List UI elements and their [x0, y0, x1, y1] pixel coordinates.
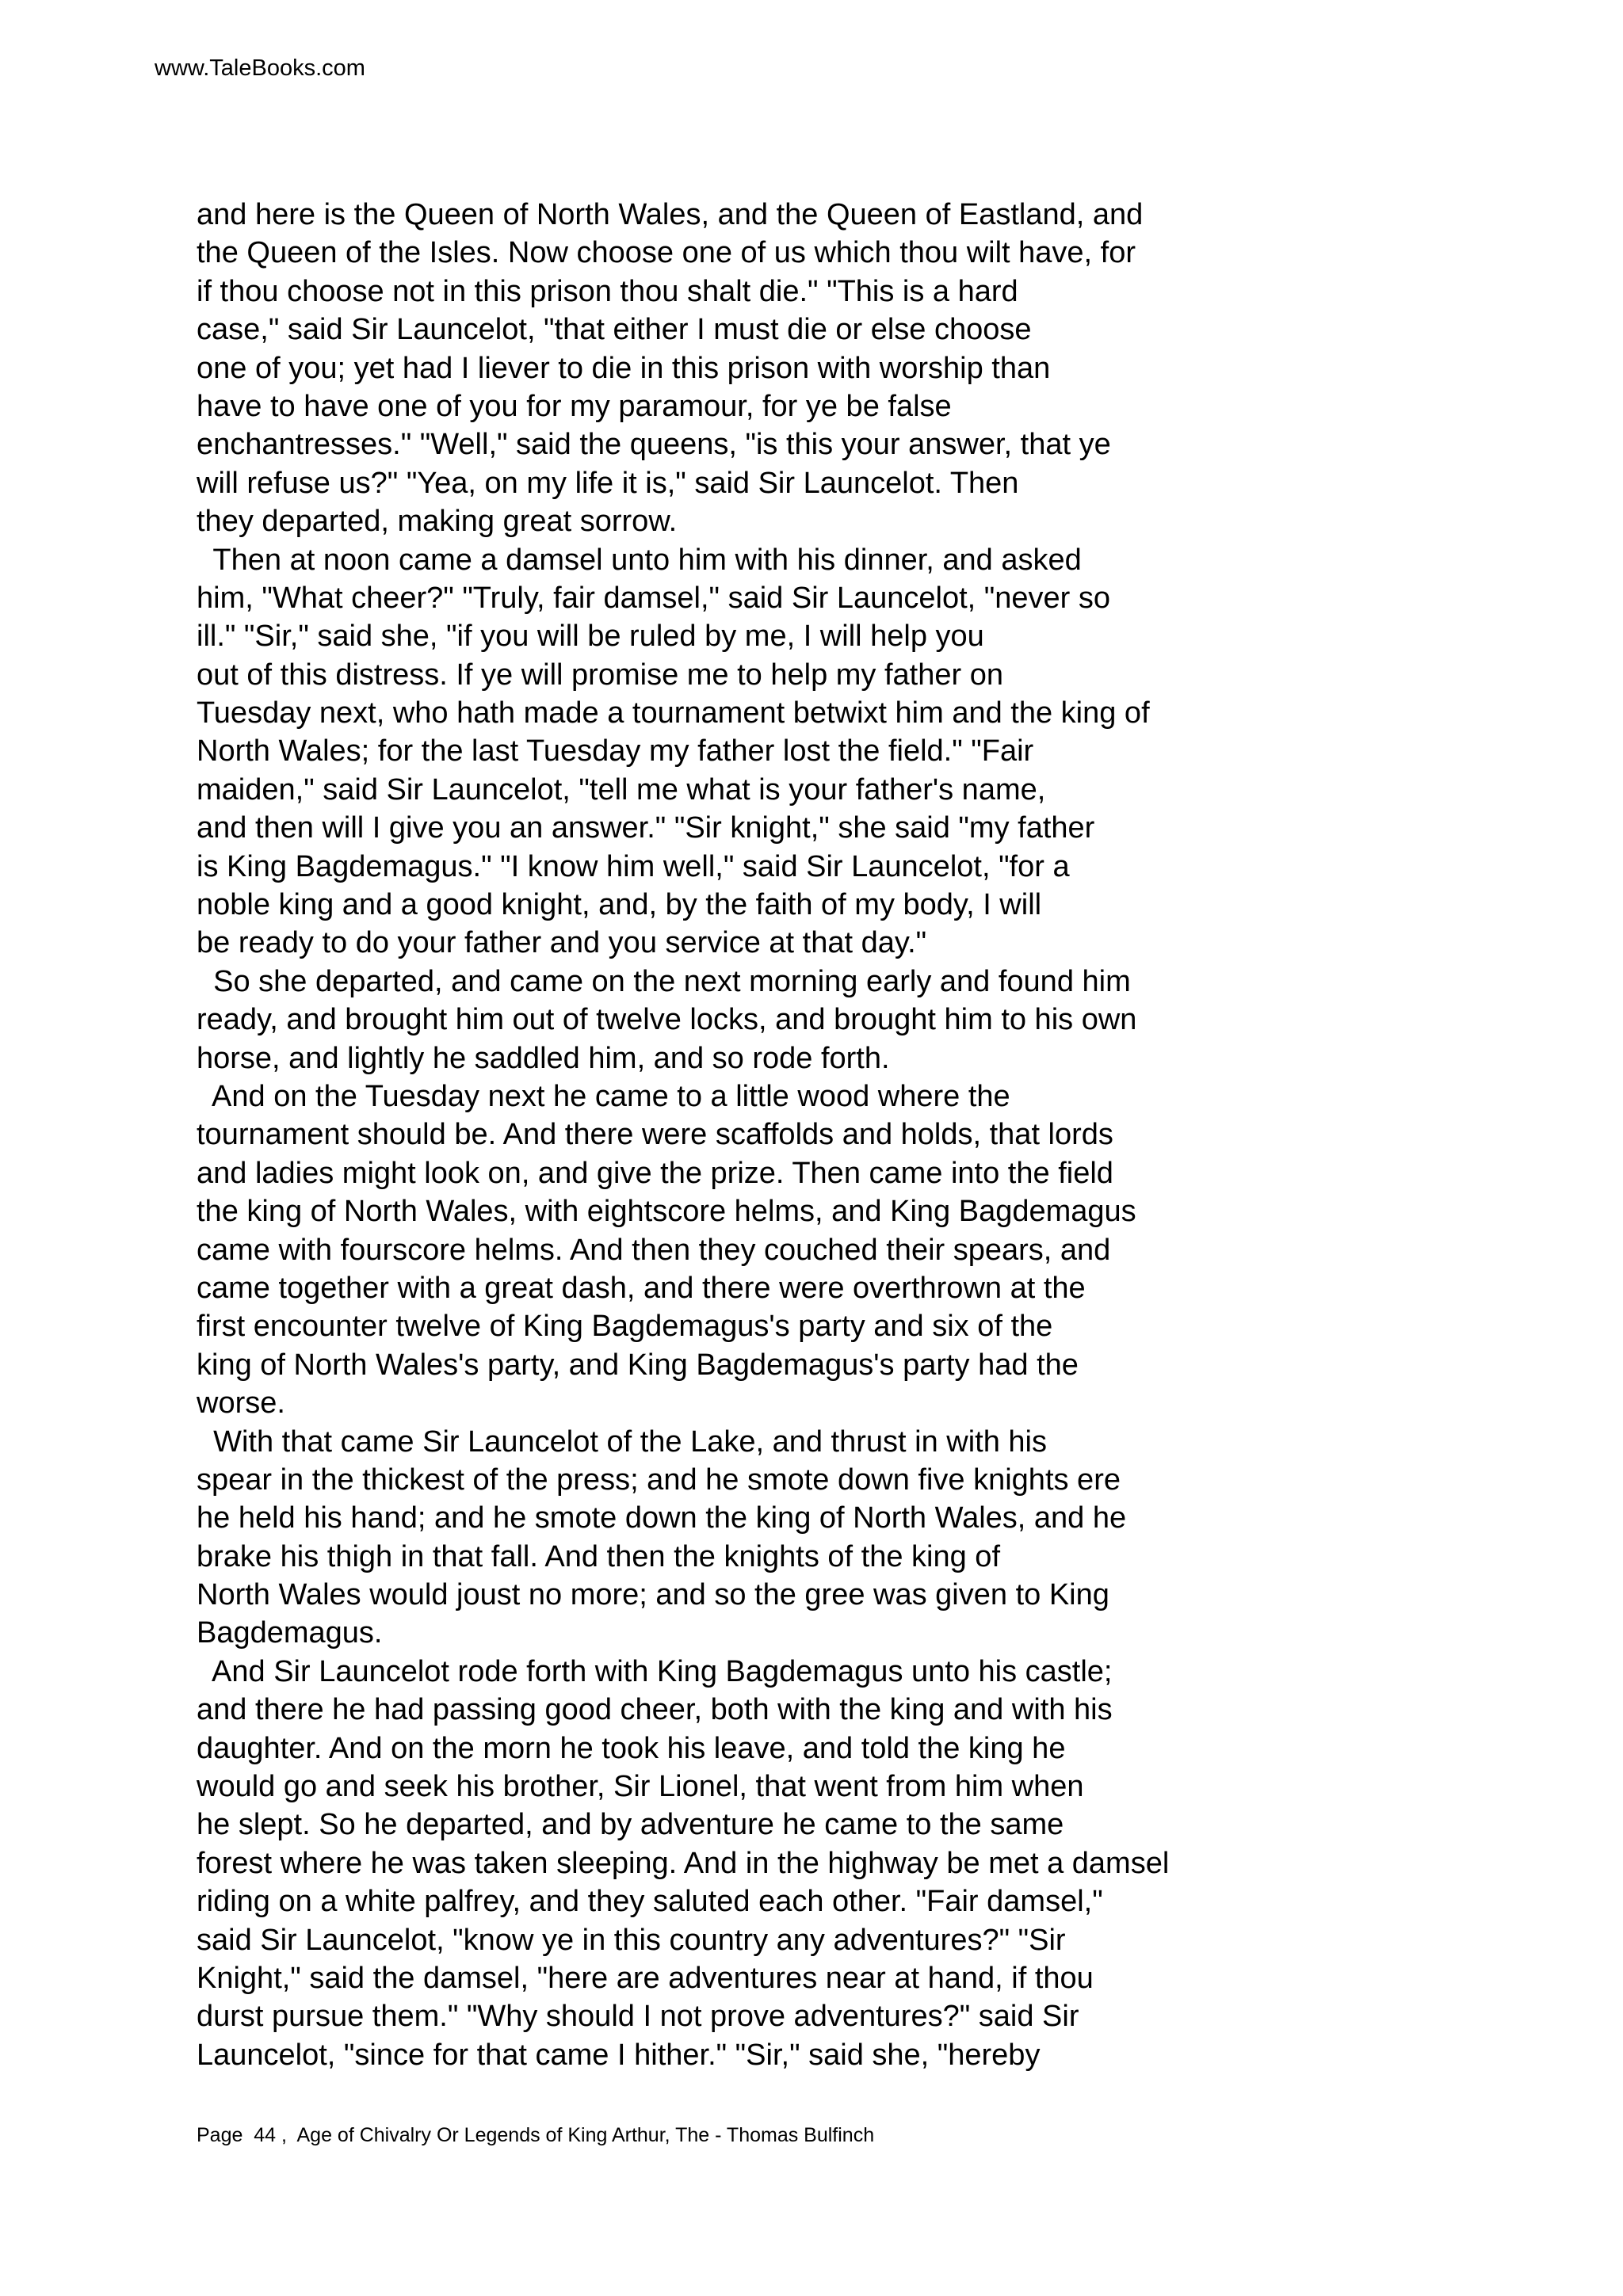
- text-line: So she departed, and came on the next morning early and found him: [197, 964, 1131, 998]
- text-line: the king of North Wales, with eightscore helms, and King Bagdemagus: [197, 1195, 1136, 1229]
- text-line: enchantresses." "Well," said the queens, "is this your answer, that ye: [197, 428, 1111, 462]
- text-line: North Wales would joust no more; and so the gree was given to King: [197, 1578, 1109, 1612]
- text-line: came with fourscore helms. And then they couched their spears, and: [197, 1233, 1111, 1267]
- text-line: worse.: [197, 1386, 285, 1421]
- text-line: Bagdemagus.: [197, 1616, 383, 1650]
- text-line: out of this distress. If ye will promise me to help my father on: [197, 658, 1003, 692]
- page-footer: Page 44 , Age of Chivalry Or Legends of King Arthur, The - Thomas Bulfinch: [197, 2124, 875, 2146]
- text-line: and then will I give you an answer." "Sir knight," she said "my father: [197, 811, 1095, 845]
- text-line: North Wales; for the last Tuesday my father lost the field." "Fair: [197, 734, 1034, 769]
- text-line: Then at noon came a damsel unto him with his dinner, and asked: [197, 543, 1082, 577]
- text-line: spear in the thickest of the press; and he smote down five knights ere: [197, 1463, 1121, 1497]
- text-line: and here is the Queen of North Wales, and the Queen of Eastland, and: [197, 198, 1144, 231]
- page-text: [197, 196, 1544, 2074]
- text-line: With that came Sir Launcelot of the Lake, and thrust in with his: [197, 1425, 1047, 1459]
- text-line: he held his hand; and he smote down the king of North Wales, and he: [197, 1501, 1127, 1535]
- text-line: And on the Tuesday next he came to a little wood where the: [197, 1079, 1010, 1113]
- text-line: And Sir Launcelot rode forth with King Bagdemagus unto his castle;: [197, 1654, 1113, 1688]
- text-line: came together with a great dash, and there were overthrown at the: [197, 1271, 1086, 1305]
- text-line: forest where he was taken sleeping. And in the highway be met a damsel: [197, 1846, 1170, 1880]
- text-line: tournament should be. And there were scaffolds and holds, that lords: [197, 1118, 1113, 1152]
- text-line: he slept. So he departed, and by adventure he came to the same: [197, 1808, 1064, 1842]
- text-line: ready, and brought him out of twelve locks, and brought him to his own: [197, 1003, 1137, 1037]
- text-line: if thou choose not in this prison thou shalt die." "This is a hard: [197, 274, 1018, 308]
- text-line: they departed, making great sorrow.: [197, 505, 678, 539]
- text-line: one of you; yet had I liever to die in this prison with worship than: [197, 351, 1051, 385]
- text-line: durst pursue them." "Why should I not prove adventures?" said Sir: [197, 2000, 1079, 2034]
- text-line: brake his thigh in that fall. And then the knights of the king of: [197, 1539, 1000, 1573]
- text-line: riding on a white palfrey, and they saluted each other. "Fair damsel,": [197, 1885, 1103, 1919]
- text-line: daughter. And on the morn he took his leave, and told the king he: [197, 1731, 1066, 1765]
- text-line: the Queen of the Isles. Now choose one of us which thou wilt have, for: [197, 236, 1136, 270]
- text-line: ill." "Sir," said she, "if you will be ruled by me, I will help you: [197, 620, 984, 654]
- text-line: be ready to do your father and you service at that day.": [197, 926, 927, 960]
- text-line: have to have one of you for my paramour, for ye be false: [197, 389, 952, 423]
- text-line: said Sir Launcelot, "know ye in this country any adventures?" "Sir: [197, 1923, 1066, 1957]
- text-line: maiden," said Sir Launcelot, "tell me what is your father's name,: [197, 772, 1046, 807]
- text-line: and there he had passing good cheer, both with the king and with his: [197, 1693, 1113, 1727]
- text-line: Tuesday next, who hath made a tournament betwixt him and the king of: [197, 696, 1150, 730]
- text-line: horse, and lightly he saddled him, and so rode forth.: [197, 1041, 890, 1075]
- text-line: king of North Wales's party, and King Bagdemagus's party had the: [197, 1348, 1079, 1382]
- text-line: is King Bagdemagus." "I know him well," said Sir Launcelot, "for a: [197, 849, 1070, 883]
- text-line: Knight," said the damsel, "here are adventures near at hand, if thou: [197, 1961, 1094, 1995]
- text-line: him, "What cheer?" "Truly, fair damsel," said Sir Launcelot, "never so: [197, 581, 1111, 615]
- text-line: will refuse us?" "Yea, on my life it is," said Sir Launcelot. Then: [197, 466, 1019, 500]
- text-line: noble king and a good knight, and, by the faith of my body, I will: [197, 888, 1042, 922]
- text-line: case," said Sir Launcelot, "that either I must die or else choose: [197, 313, 1032, 347]
- text-line: first encounter twelve of King Bagdemagus's party and six of the: [197, 1310, 1053, 1344]
- site-url: www.TaleBooks.com: [155, 55, 365, 81]
- text-line: would go and seek his brother, Sir Lionel, that went from him when: [197, 1770, 1084, 1804]
- text-line: Launcelot, "since for that came I hither." "Sir," said she, "hereby: [197, 2038, 1041, 2072]
- text-line: and ladies might look on, and give the prize. Then came into the field: [197, 1156, 1113, 1190]
